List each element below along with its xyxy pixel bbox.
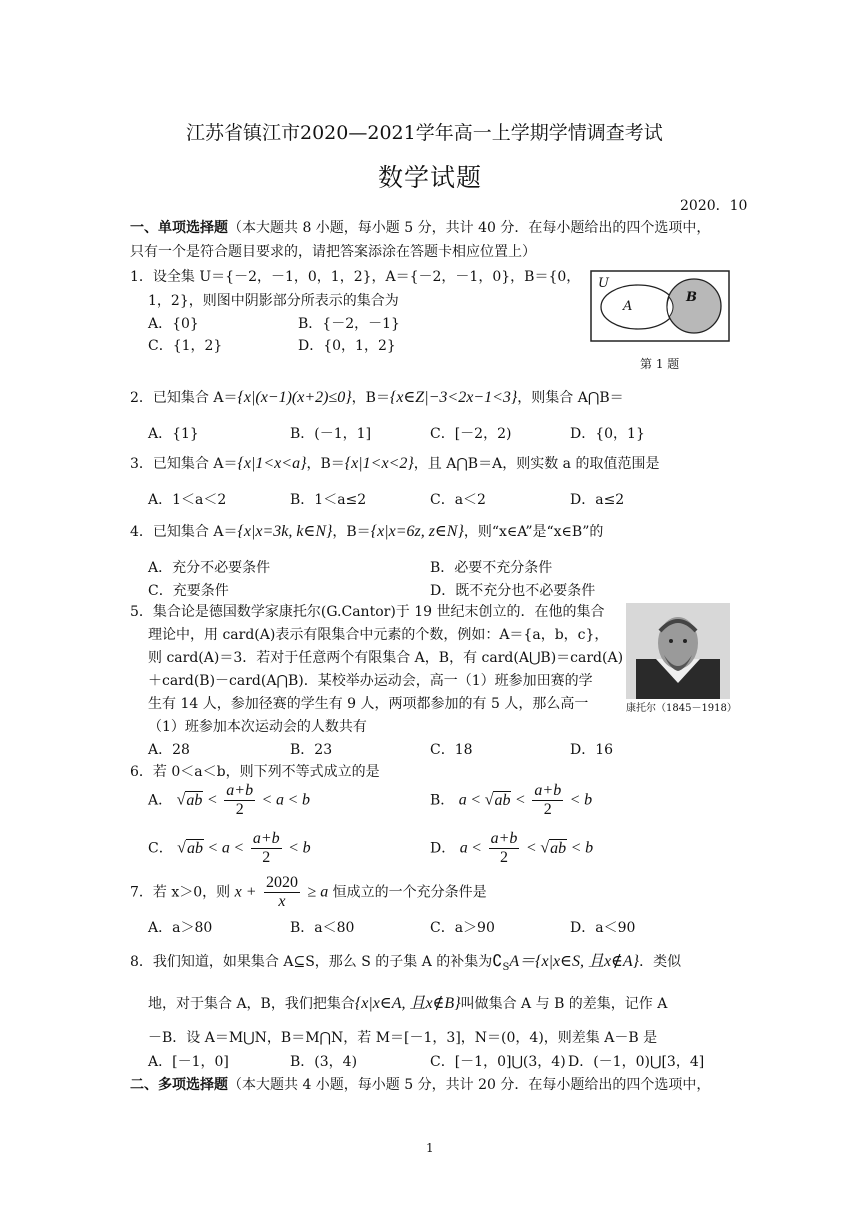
q5-line4: ＋card(B)－card(A⋂B)．某校举办运动会，高一（1）班参加田赛的学 [148,673,593,689]
q7-stem [130,874,487,911]
q6-option-c: C． √ab < a < $\frac{a+b}{2}$ < b [148,830,311,866]
section2-desc: （本大题共 4 小题，每小题 5 分，共计 20 分．在每小题给出的四个选项中， [228,1077,711,1093]
q4-stem [130,520,603,544]
venn-label-u: U [598,276,609,291]
q8-option-d: D．(－1，0)⋃[3，4] [568,1054,705,1070]
sqrt-ab: √ab [540,839,567,857]
q8-line1-suffix: ．类似 [639,954,682,970]
q1-option-a: A．{0} [148,316,199,332]
q8-option-b: B．(3，4) [290,1054,358,1070]
venn-label-a: A [623,299,633,314]
fraction-a-plus-b-over-2: $\frac{a+b}{2}$ [252,830,280,866]
q1-option-b: B．{－2，－1} [298,316,400,332]
fraction-a-plus-b-over-2: $\frac{a+b}{2}$ [226,782,254,818]
q4-option-b: B．必要不充分条件 [430,560,553,576]
q4-set-a: {x|x=3k, k∈N} [237,523,333,540]
q2-suffix: ，则集合 A⋂B＝ [517,390,624,406]
q7-expr-tail: ≥ a [307,883,329,901]
q3-option-b: B．1＜a≤2 [290,492,367,508]
q6-option-b: B． a < √ab < $\frac{a+b}{2}$ < b [430,782,593,818]
q4-option-d: D．既不充分也不必要条件 [430,583,596,599]
q2-set-a: {x|(x−1)(x+2)≤0} [237,389,352,406]
q6-option-a: A． √ab < $\frac{a+b}{2}$ < a < b [148,782,310,818]
q3-stem [130,452,659,476]
q7-suffix: 恒成立的一个充分条件是 [332,884,487,901]
section2-heading: 二、多项选择题 [130,1077,228,1093]
q8-line2-prefix: 地，对于集合 A，B，我们把集合 [148,996,355,1012]
q1-option-c: C．{1，2} [148,338,223,354]
figure-caption: 第 1 题 [640,357,680,371]
fraction-a-plus-b-over-2: $\frac{a+b}{2}$ [534,782,562,818]
q8-line3: －B．设 A＝M⋃N，B＝M⋂N，若 M＝[－1，3]，N＝(0，4)，则差集 A－B 是 [148,1030,658,1046]
q2-option-c: C．[－2，2) [430,426,512,442]
q5-option-a: A．28 [148,742,190,758]
q2-set-b: {x∈Z|−3<2x−1<3} [389,389,518,406]
page-number: 1 [426,1141,434,1155]
q4-prefix: 4．已知集合 A＝ [130,524,238,540]
q3-suffix: ，且 A⋂B＝A，则实数 a 的取值范围是 [413,456,660,472]
q5-option-c: C．18 [430,742,473,758]
q5-option-b: B．23 [290,742,333,758]
q7-option-c: C．a＞90 [430,920,495,936]
q8-line2 [148,992,667,1016]
q5-line5: 生有 14 人，参加径赛的学生有 9 人，两项都参加的有 5 人，那么高一 [148,696,589,712]
q2-option-d: D．{0，1} [570,426,645,442]
sqrt-ab: √ab [177,839,203,857]
q3-option-a: A．1＜a＜2 [148,492,227,508]
q5-line6: （1）班参加本次运动会的人数共有 [148,719,367,735]
q3-set-a: {x|1<x<a} [237,455,307,472]
q2-prefix: 2．已知集合 A＝ [130,390,238,406]
fraction-2020-over-x: $\frac{2020}{x}$ [265,874,298,910]
q8-line1 [130,950,681,980]
q2-stem [130,386,624,410]
complement-symbol: ∁ [492,953,503,970]
venn-label-b: B [686,290,697,305]
q1-option-d: D．{0，1，2} [298,338,396,354]
q5-option-d: D．16 [570,742,614,758]
q4-option-a: A．充分不必要条件 [148,560,271,576]
section2-line [130,1073,710,1097]
complement-subscript: S [502,961,510,973]
q7-prefix: 7．若 x＞0，则 [130,884,231,901]
q1-line1: 1．设全集 U＝{－2，－1，0，1，2}，A＝{－2，－1，0}，B＝{0， [130,269,581,285]
q7-option-a: A．a＞80 [148,920,213,936]
q3-option-c: C．a＜2 [430,492,486,508]
fraction-a-plus-b-over-2: $\frac{a+b}{2}$ [490,830,518,866]
q3-mid: ，B＝ [306,456,345,472]
q6-stem: 6．若 0＜a＜b，则下列不等式成立的是 [130,764,380,780]
q7-expr-x: x + [234,883,257,901]
q6-option-b-label: B． [430,792,455,809]
q4-option-c: C．充要条件 [148,583,229,599]
q2-option-b: B．(－1，1] [290,426,372,442]
q4-mid: ，B＝ [332,524,371,540]
sqrt-ab: √ab [484,791,511,809]
q6-option-a-label: A． [148,792,173,809]
q2-option-a: A．{1} [148,426,199,442]
section1-line1 [130,216,710,240]
exam-date: 2020．10 [680,198,748,214]
q3-option-d: D．a≤2 [570,492,625,508]
q5-line1: 5．集合论是德国数学家康托尔(G.Cantor)于 19 世纪末创立的．在他的集合 [130,604,605,620]
q8-option-a: A．[－1，0] [148,1054,229,1070]
subject-title: 数学试题 [378,163,483,192]
q1-line2: 1，2}，则图中阴影部分所表示的集合为 [148,293,399,309]
q8-option-c: C．[－1，0]⋃(3，4) [430,1054,566,1070]
q8-line1-prefix: 8．我们知道，如果集合 A⊆S，那么 S 的子集 A 的补集为 [130,954,493,970]
q8-difference-set: {x|x∈A, 且x∉B} [354,995,461,1012]
sqrt-ab: √ab [176,791,203,809]
venn-diagram [590,270,730,342]
section1-desc1: （本大题共 8 小题，每小题 5 分，共计 40 分．在每小题给出的四个选项中， [228,220,711,236]
q6-option-c-label: C． [148,840,173,857]
q6-option-d-label: D． [430,840,456,857]
q2-mid: ，B＝ [351,390,390,406]
exam-title: 江苏省镇江市2020—2021学年高一上学期学情调查考试 [186,122,663,144]
portrait-caption: 康托尔（1845－1918） [626,703,737,714]
cantor-portrait [626,603,737,715]
q8-line2-suffix: 叫做集合 A 与 B 的差集，记作 A [460,996,668,1012]
q5-line2: 理论中，用 card(A)表示有限集合中元素的个数，例如：A＝{a，b，c}， [148,627,609,643]
q4-set-b: {x|x=6z, z∈N} [370,523,464,540]
section1-heading: 一、单项选择题 [130,220,228,236]
q4-suffix: ，则“x∈A”是“x∈B”的 [463,524,604,540]
q7-option-d: D．a＜90 [570,920,636,936]
q3-prefix: 3．已知集合 A＝ [130,456,238,472]
section1-desc2: 只有一个是符合题目要求的，请把答案添涂在答题卡相应位置上） [130,244,536,260]
q6-option-d: D． a < $\frac{a+b}{2}$ < √ab < b [430,830,594,866]
q7-option-b: B．a＜80 [290,920,355,936]
q8-complement-set: A＝{x|x∈S, 且x∉A} [509,953,640,970]
q5-line3: 则 card(A)＝3．若对于任意两个有限集合 A，B，有 card(A⋃B)＝card(A) [148,650,624,666]
q3-set-b: {x|1<x<2} [344,455,414,472]
